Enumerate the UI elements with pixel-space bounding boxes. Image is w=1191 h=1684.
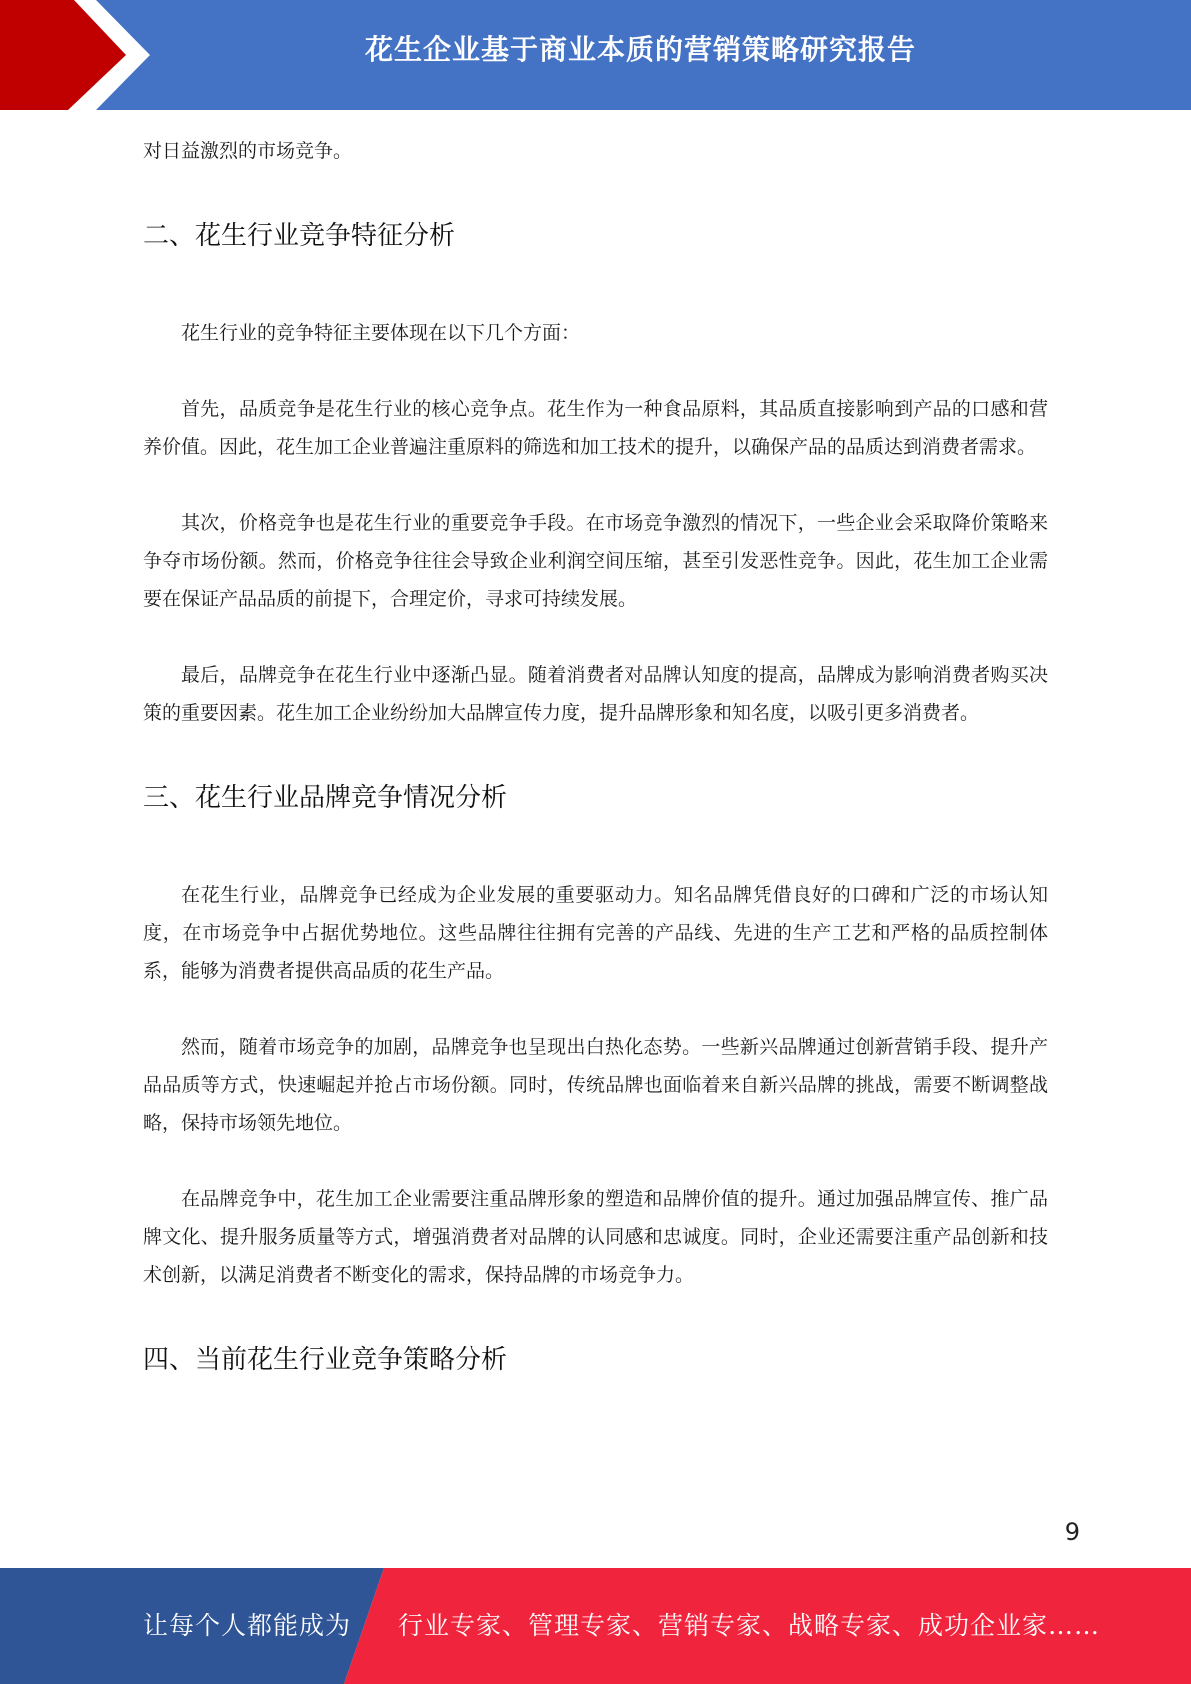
section-3-paragraph: 在花生行业，品牌竞争已经成为企业发展的重要驱动力。知名品牌凭借良好的口碑和广泛的市场认知度，在市场竞争中占据优势地位。这些品牌往往拥有完善的产品线、先进的生产工艺和严格的品质控制体系，能够为消费者提供高品质的花生产品。 (143, 884, 1048, 982)
section-3-heading: 三、花生行业品牌竞争情况分析 (143, 783, 508, 813)
section-2-paragraph: 首先，品质竞争是花生行业的核心竞争点。花生作为一种食品原料，其品质直接影响到产品的口感和营养价值。因此，花生加工企业普遍注重原料的筛选和加工技术的提升，以确保产品的品质达到消费者需求。 (143, 398, 1048, 458)
document-body (143, 132, 1048, 1380)
report-title: 花生企业基于商业本质的营销策略研究报告 (364, 33, 916, 66)
header-chevron-icon (0, 0, 160, 110)
section-3-paragraph: 在品牌竞争中，花生加工企业需要注重品牌形象的塑造和品牌价值的提升。通过加强品牌宣传、推广品牌文化、提升服务质量等方式，增强消费者对品牌的认同感和忠诚度。同时，企业还需要注重产品创新和技术创新，以满足消费者不断变化的需求，保持品牌的市场竞争力。 (143, 1188, 1048, 1286)
footer-slogan-left: 让每个人都能成为 (143, 1611, 352, 1640)
page-footer (0, 1568, 1191, 1684)
section-2-paragraph: 其次，价格竞争也是花生行业的重要竞争手段。在市场竞争激烈的情况下，一些企业会采取降价策略来争夺市场份额。然而，价格竞争往往会导致企业利润空间压缩，甚至引发恶性竞争。因此，花生加工企业需要在保证产品品质的前提下，合理定价，寻求可持续发展。 (143, 512, 1048, 610)
intro-tail-paragraph: 对日益激烈的市场竞争。 (143, 140, 353, 162)
section-3-paragraph: 然而，随着市场竞争的加剧，品牌竞争也呈现出白热化态势。一些新兴品牌通过创新营销手段、提升产品品质等方式，快速崛起并抢占市场份额。同时，传统品牌也面临着来自新兴品牌的挑战，需要不断调整战略，保持市场领先地位。 (143, 1036, 1048, 1134)
page-header (0, 0, 1191, 110)
page-number: 9 (1064, 1518, 1080, 1546)
footer-slogan-right: 行业专家、管理专家、营销专家、战略专家、成功企业家…… (398, 1611, 1101, 1640)
section-4-heading: 四、当前花生行业竞争策略分析 (143, 1345, 508, 1375)
section-2-paragraph: 最后，品牌竞争在花生行业中逐渐凸显。随着消费者对品牌认知度的提高，品牌成为影响消费者购买决策的重要因素。花生加工企业纷纷加大品牌宣传力度，提升品牌形象和知名度，以吸引更多消费者。 (143, 664, 1048, 724)
section-2-paragraph: 花生行业的竞争特征主要体现在以下几个方面： (181, 322, 581, 344)
section-2-heading: 二、花生行业竞争特征分析 (143, 221, 456, 251)
